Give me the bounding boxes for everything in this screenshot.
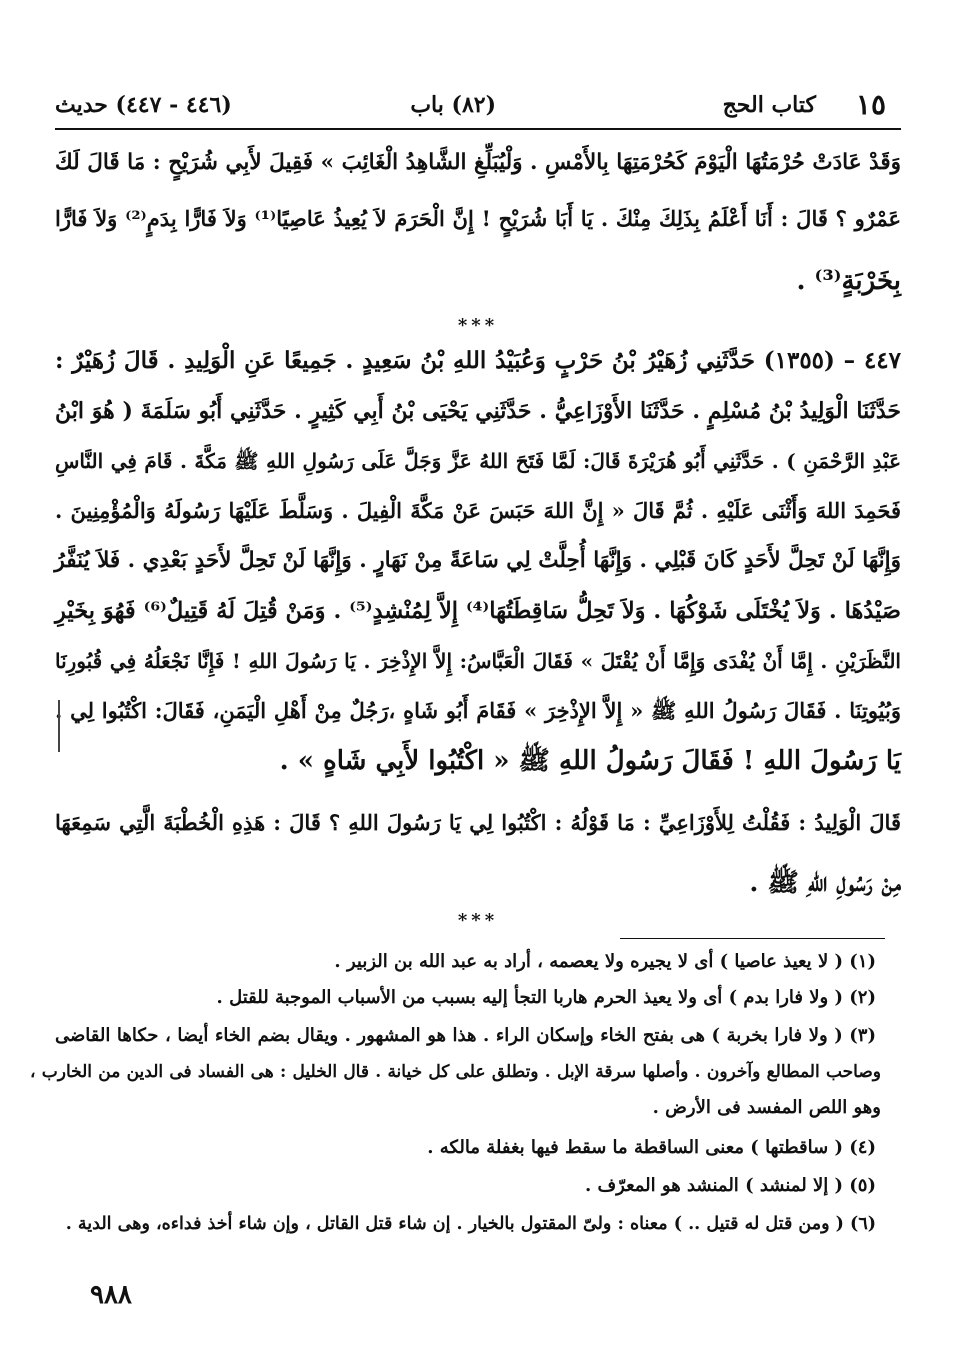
margin-mark (58, 700, 60, 752)
header-rule (55, 128, 901, 130)
text-line: يَا رَسُولَ اللهِ ! فَقَالَ رَسُولُ اللهِ ﷺ « اكْتُبُوا لأَبِي شَاهٍ » . (279, 746, 901, 776)
footnote-5: (٥) ( إلا لمنشد ) المنشد هو المعرّف . (584, 1175, 876, 1196)
footnote-2: (٢) ( ولا فارا بدم ) أى ولا يعيذ الحرم هاربا التجأ إليه بسبب من الأسباب الموجبة للقتل . (216, 987, 876, 1008)
footnote-3-cont: وصاحب المطالع وآخرون . وأصلها سرقة الإبل . وتطلق على كل خيانة . قال الخليل : هى الفساد فى الدين من الخارب ، (30, 1062, 881, 1082)
text-line: النَّظَرَيْنِ . إِمَّا أَنْ يُفْدَى وَإِمَّا أَنْ يُقْتَلَ » فَقَالَ الْعَبَّاسُ: إِلاَّ الإِذْخِرَ . يَا رَسُولَ اللهِ ! فَإِنَّا نَجْعَلُهُ فِي قُبُورِنَا (55, 649, 901, 673)
text-line: مِنْ رَسُولِ اللهِ ﷺ . (749, 868, 901, 898)
header-hadith-range: (٤٤٦ - ٤٤٧) حديث (55, 92, 232, 118)
footnote-3-cont: وهو اللص المفسد فى الأرض . (652, 1097, 881, 1118)
section-separator: *** (457, 910, 499, 931)
text-line: بِخَرْبَةٍ⁽³⁾ . (796, 266, 901, 296)
page-header (55, 88, 886, 128)
text-line: عَمْرٌو ؟ قَالَ : أَنَا أَعْلَمُ بِذَلِكَ مِنْكَ . يَا أَبَا شُرَيْحٍ ! إِنَّ الْحَرَمَ لاَ يُعِيذُ عَاصِيًا⁽¹⁾ وَلاَ فَارًّا بِدَمٍ⁽²⁾ وَلاَ فَارًّا (55, 206, 901, 231)
text-line: فَحَمِدَ اللهَ وَأَثْنَى عَلَيْهِ . ثُمَّ قَالَ « إِنَّ اللهَ حَبَسَ عَنْ مَكَّةَ الْفِيلَ . وَسَلَّطَ عَلَيْهَا رَسُولَهُ وَالْمُؤْمِنِينَ . (55, 498, 901, 523)
footnote-6: (٦) ( ومن قتل له قتيل .. ) معناه : ولىّ المقتول بالخيار . إن شاء قتل القاتل ، وإن شاء أخذ فداءه، وهى الدية . (65, 1214, 876, 1234)
text-line: صَيْدُهَا . وَلاَ يُخْتَلَى شَوْكُهَا . وَلاَ تَحِلُّ سَاقِطَتُهَا⁽⁴⁾ إِلاَّ لِمُنْشِدٍ⁽⁵⁾ . وَمَنْ قُتِلَ لَهُ قَتِيلٌ⁽⁶⁾ فَهُوَ بِخَيْرِ (55, 598, 902, 624)
text-line: وَقَدْ عَادَتْ حُرْمَتُهَا الْيَوْمَ كَحُرْمَتِهَا بِالأَمْسِ . وَلْيُبَلِّغِ الشَّاهِدُ الْغَائِبَ » فَقِيلَ لأَبِي شُرَيْحٍ : مَا قَالَ لَكَ (55, 150, 901, 175)
page-footer-number: ٩٨٨ (90, 1280, 132, 1310)
header-chapter: (٨٢) باب (410, 92, 496, 118)
header-book-title: كتاب الحج (722, 92, 816, 118)
footnote-rule (620, 938, 885, 939)
header-page-number: ١٥ (855, 88, 886, 121)
footnote-4: (٤) ( ساقطتها ) معنى الساقطة ما سقط فيها بغفلة مالكه . (427, 1137, 876, 1158)
footnote-3: (٣) ( ولا فارا بخربة ) هى بفتح الخاء وإسكان الراء . هذا هو المشهور . ويقال بضم الخاء أيضا ، حكاها القاضى (55, 1025, 876, 1046)
section-separator: *** (457, 315, 499, 336)
text-line: حَدَّثَنَا الْوَلِيدُ بْنُ مُسْلِمٍ . حَدَّثَنَا الأَوْزَاعِيُّ . حَدَّثَنِي يَحْيَى بْنُ أَبِي كَثِيرٍ . حَدَّثَنِي أَبُو سَلَمَةَ ( هُوَ ابْنُ (55, 398, 901, 424)
text-line: ٤٤٧ – (١٣٥٥) حَدَّثَنِي زُهَيْرُ بْنُ حَرْبٍ وَعُبَيْدُ اللهِ بْنُ سَعِيدٍ . جَمِيعًا عَنِ الْوَلِيدِ . قَالَ زُهَيْرٌ : (55, 347, 901, 374)
footnote-1: (١) ( لا يعيذ عاصيا ) أى لا يجيره ولا يعصمه ، أراد به عبد الله بن الزبير . (334, 951, 876, 972)
text-line: وَبُيُوتِنَا . فَقَالَ رَسُولُ اللهِ ﷺ « إِلاَّ الإِذْخِرَ » فَقَامَ أَبُو شَاهٍ ،رَجُلٌ مِنْ أَهْلِ الْيَمَنِ، فَقَالَ: اكْتُبُوا لِي . (55, 698, 901, 723)
text-line: عَبْدِ الرَّحْمَنِ ) . حَدَّثَنِي أَبُو هُرَيْرَةَ قَالَ: لَمَّا فَتَحَ اللهُ عَزَّ وَجَلَّ عَلَى رَسُولِ اللهِ ﷺ مَكَّةَ . قَامَ فِي النَّاسِ (55, 449, 901, 473)
text-line: قَالَ الْوَلِيدُ : فَقُلْتُ لِلأَوْزَاعِيِّ : مَا قَوْلُهُ : اكْتُبُوا لِي يَا رَسُولَ اللهِ ؟ قَالَ : هَذِهِ الْخُطْبَةَ الَّتِي سَمِعَهَا (55, 810, 901, 835)
text-line: وَإِنَّهَا لَنْ تَحِلَّ لأَحَدٍ كَانَ قَبْلِي . وَإِنَّهَا أُحِلَّتْ لِي سَاعَةً مِنْ نَهَارٍ . وَإِنَّهَا لَنْ تَحِلَّ لأَحَدٍ بَعْدِي . فَلاَ يُنَفَّرُ (54, 548, 901, 573)
